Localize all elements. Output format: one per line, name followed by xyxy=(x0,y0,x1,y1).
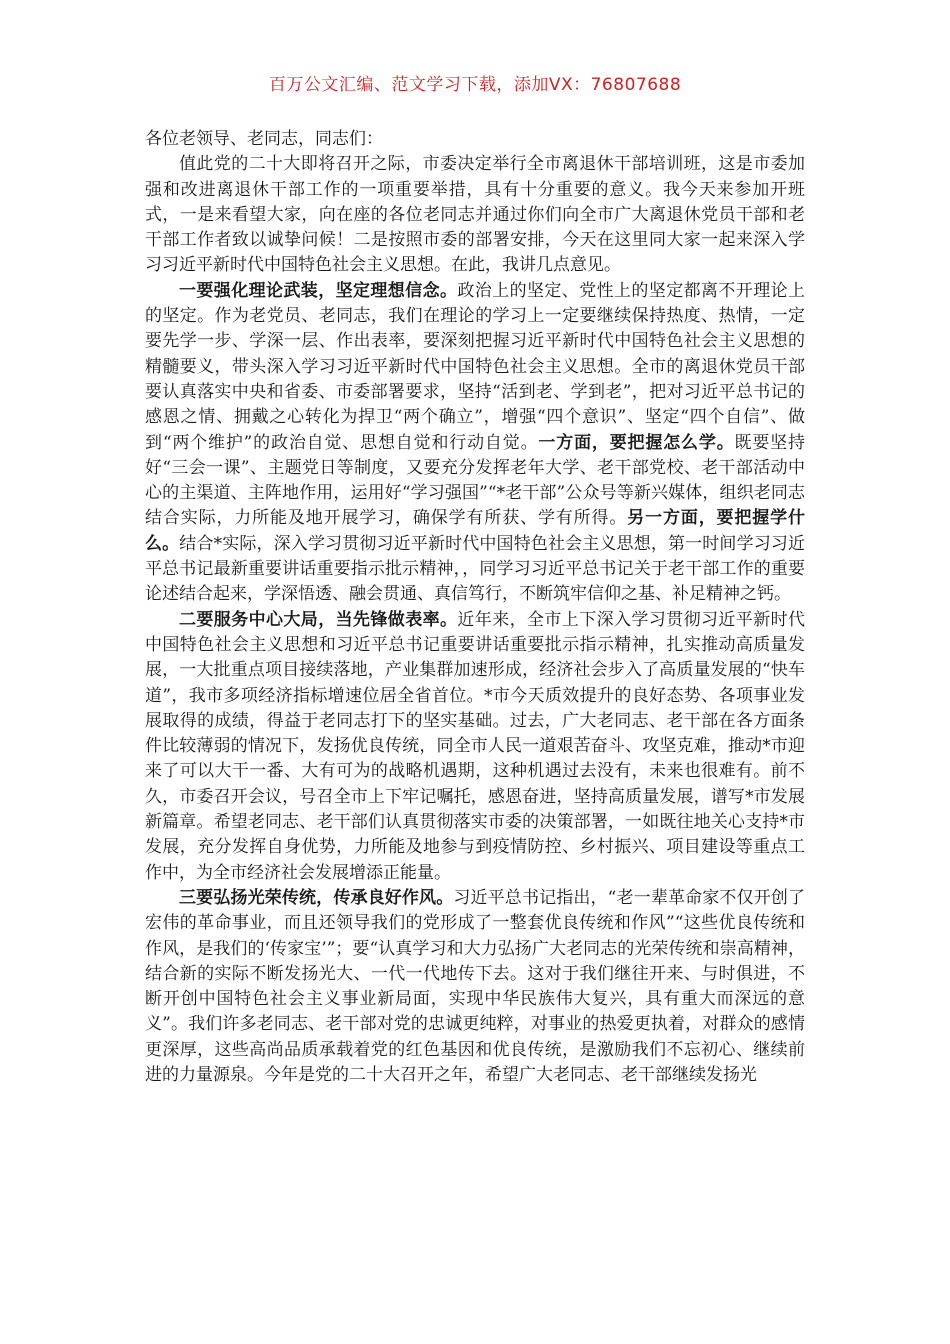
salutation: 各位老领导、老同志，同志们： xyxy=(145,129,383,149)
paragraph-service xyxy=(145,608,805,886)
document-body xyxy=(145,127,805,1088)
paragraph-theory-text: 政治上的坚定、党性上的坚定都离不开理论上的坚定。作为老党员、老同志，我们在理论的学习上一定要继续保持热度、热情，一定要先学一步、学深一层、作出表率，要深刻把握习近平新时代中国特色社会主义思想的精髓要义，带头深入学习习近平新时代中国特色社会主义思想。全市的离退休党员干部要认真落实中央和省委、市委部署要求，坚持“活到老、学到老”，把对习近平总书记的感恩之情、拥戴之心转化为捍卫“两个确立”，增强“四个意识”、坚定“四个自信”、做到“两个维护”的政治自觉、思想自觉和行动自觉。 xyxy=(145,280,806,453)
watermark-header: 百万公文汇编、范文学习下载，添加VX：76807688 xyxy=(268,75,682,95)
paragraph-tradition-heading: 三要弘扬光荣传统，传承良好作风。 xyxy=(179,887,454,908)
what-to-learn-text: 结合*实际，深入学习贯彻习近平新时代中国特色社会主义思想，第一时间学习习近平总书记最新重要讲话重要指示批示精神，，同学习习近平总书记关于老干部工作的重要论述结合起来，学深悟透、融会贯通、真信笃行，不断筑牢信仰之基、补足精神之钙。 xyxy=(145,533,806,605)
paragraph-tradition xyxy=(145,886,805,1088)
paragraph-intro: 值此党的二十大即将召开之际，市委决定举行全市离退休干部培训班，这是市委加强和改进离退休干部工作的一项重要举措，具有十分重要的意义。我今天来参加开班式，一是来看望大家，向在座的各位老同志并通过你们向全市广大离退休党员干部和老干部工作者致以诚挚问候！二是按照市委的部署安排，今天在这里同大家一起来深入学习习近平新时代中国特色社会主义思想。在此，我讲几点意见。 xyxy=(145,154,805,276)
how-to-learn-text: 既要坚持好“三会一课”、主题党日等制度，又要充分发挥老年大学、老干部党校、老干部活动中心的主渠道、主阵地作用，运用好“学习强国”“*老干部”公众号等新兴媒体，组织老同志结合实际，力所能及地开展学习，确保学有所获、学有所得。 xyxy=(145,432,806,529)
paragraph-theory xyxy=(145,279,805,608)
paragraph-service-heading: 二要服务中心大局，当先锋做表率。 xyxy=(179,609,458,630)
paragraph-tradition-text: 习近平总书记指出，“老一辈革命家不仅开创了宏伟的革命事业，而且还领导我们的党形成了一整套优良传统和作风”“这些优良传统和作风，是我们的‘传家宝’”；要“认真学习和大力弘扬广大老同志的光荣传统和崇高精神，结合新的实际不断发扬光大、一代一代地传下去。这对于我们继往开来、与时俱进，不断开创中国特色社会主义事业新局面，实现中华民族伟大复兴，具有重大而深远的意义”。我们许多老同志、老干部对党的忠诚更纯粹，对事业的热爱更执着，对群众的感情更深厚，这些高尚品质承载着党的红色基因和优良传统，是激励我们不忘初心、继续前进的力量源泉。今年是党的二十大召开之年，希望广大老同志、老干部继续发扬光 xyxy=(145,887,805,1085)
what-to-learn-heading: 另一方面，要把握学什么。 xyxy=(145,508,805,554)
paragraph-theory-heading: 一要强化理论武装，坚定理想信念。 xyxy=(179,280,458,301)
paragraph-service-text: 近年来，全市上下深入学习贯彻习近平新时代中国特色社会主义思想和习近平总书记重要讲话重要批示指示精神，扎实推动高质量发展，一大批重点项目接续落地，产业集群加速形成，经济社会步入了高质量发展的“快车道”，我市多项经济指标增速位居全省首位。*市今天质效提升的良好态势、各项事业发展取得的成绩，得益于老同志打下的坚实基础。过去，广大老同志、老干部在各方面条件比较薄弱的情况下，发扬优良传统，同全市人民一道艰苦奋斗、攻坚克难，推动*市迎来了可以大干一番、大有可为的战略机遇期，这种机遇过去没有，未来也很难有。前不久，市委召开会议，号召全市上下牢记嘱托，感恩奋进，坚持高质量发展，谱写*市发展新篇章。希望老同志、老干部们认真贯彻落实市委的决策部署，一如既往地关心支持*市发展，充分发挥自身优势，力所能及地参与到疫情防控、乡村振兴、项目建设等重点工作中，为全市经济社会发展增添正能量。 xyxy=(145,609,806,883)
how-to-learn-heading: 一方面，要把握怎么学。 xyxy=(538,432,735,453)
